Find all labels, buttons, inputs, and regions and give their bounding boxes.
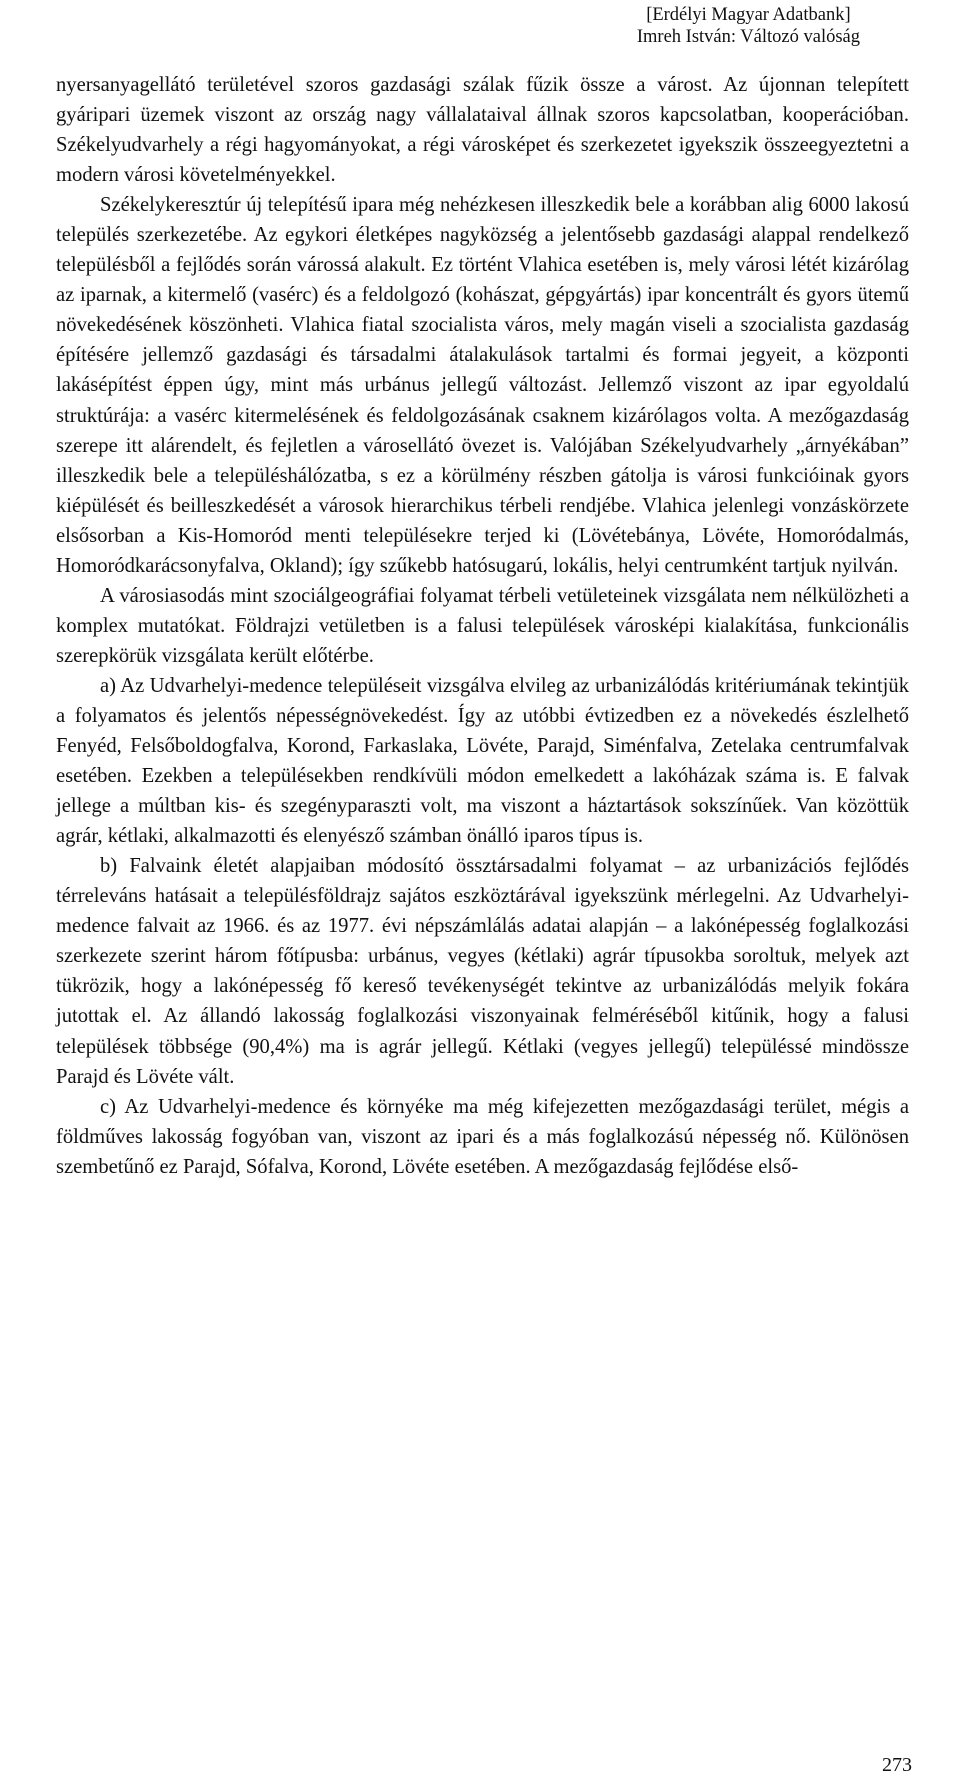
paragraph: nyersanyagellátó területével szoros gazdasági szálak fűzik össze a várost. Az újonnan telepített gyáripari üzemek viszont az ország nagy vállalataival állnak szoros kapcsolatban, kooperációban. Székelyudvarhely a régi hagyományokat, a régi városképet és szerkezetet igyekszik összeegyeztetni a modern városi követelményekkel. — [56, 74, 909, 187]
body-text — [56, 70, 909, 1182]
running-header — [637, 4, 860, 48]
paragraph: b) Falvaink életét alapjaiban módosító össztársadalmi folyamat – az urbanizációs fejlődés térreleváns hatásait a településföldrajz sajátos eszköztárával igyekszünk mérlegelni. Az Udvarhelyi-medence falvait az 1966. és az 1977. évi népszámlálás adatai alapján – a lakónépesség foglalkozási szerkezete szerint három főtípusba: urbánus, vegyes (kétlaki) agrár típusokba soroltuk, melyek azt tükrözik, hogy a lakónépesség fő kereső tevékenységét tekintve az urbanizálódás melyik fokára jutottak el. Az állandó lakosság foglalkozási viszonyainak felméréséből kitűnik, hogy a falusi települések többsége (90,4%) ma is agrár jellegű. Kétlaki (vegyes jellegű) településsé mindössze Parajd és Lövéte vált. — [56, 855, 909, 1088]
paragraph: a) Az Udvarhelyi-medence településeit vizsgálva elvileg az urbanizálódás kritériumának tekintjük a folyamatos és jelentős népességnövekedést. Így az utóbbi évtizedben ez a növekedés észlelhető Fenyéd, Felsőboldogfalva, Korond, Farkaslaka, Lövéte, Parajd, Siménfalva, Zetelaka centrumfalvak esetében. Ezekben a településekben rendkívüli módon emelkedett a lakóházak száma is. E falvak jellege a múltban kis- és szegényparaszti volt, ma viszont a háztartások sokszínűek. Van közöttük agrár, kétlaki, alkalmazotti és elenyésző számban önálló iparos típus is. — [56, 674, 909, 848]
paragraph: A városiasodás mint szociálgeográfiai folyamat térbeli vetületeinek vizsgálata nem nélkülözheti a komplex mutatókat. Földrajzi vetületben is a falusi települések városképi kialakítása, funkcionális szerepkörük vizsgálata került előtérbe. — [56, 584, 909, 667]
header-title: Imreh István: Változó valóság — [636, 27, 860, 47]
paragraph: c) Az Udvarhelyi-medence és környéke ma még kifejezetten mezőgazdasági terület, mégis a földműves lakosság fogyóban van, viszont az ipari és a más foglalkozású népesség nő. Különösen szembetűnő ez Parajd, Sófalva, Korond, Lövéte esetében. A mezőgazdaság fejlődése első- — [56, 1095, 909, 1178]
paragraph: Székelykeresztúr új telepítésű ipara még nehézkesen illeszkedik bele a korábban alig 6000 lakosú település szerkezetébe. Az egykori életképes nagyközség a jelentősebb gazdasági alappal rendelkező településből a fejlődés során várossá alakult. Ez történt Vlahica esetében is, mely városi létét kizárólag az iparnak, a kitermelő (vasérc) és a feldolgozó (kohászat, gépgyártás) ipar koncentrált és gyors ütemű növekedésének köszönheti. Vlahica fiatal szocialista város, mely magán viseli a szocialista gazdaság építésére jellemző gazdasági és társadalmi átalakulások tartalmi és formai jegyeit, a központi lakásépítést éppen úgy, mint más urbánus jellegű változást. Jellemző viszont az ipar egyoldalú struktúrája: a vasérc kitermelésének és feldolgozásának csaknem kizárólagos volta. A mezőgazdaság szerepe itt alárendelt, és fejletlen a városellátó övezet is. Valójában Székelyudvarhely „árnyékában” illeszkedik bele a településhálózatba, s ez a körülmény részben gátolja is városi funkcióinak gyors kiépülését és beilleszkedését a városok hierarchikus térbeli rendjébe. Vlahica jelenlegi vonzáskörzete elsősorban a Kis-Homoród menti településekre terjed ki (Lövétebánya, Lövéte, Homoródalmás, Homoródkarácsonyfalva, Okland); így szűkebb hatósugarú, lokális, helyi centrumként tartjuk nyilván. — [56, 194, 909, 577]
page-number: 273 — [882, 1754, 912, 1776]
header-source: [Erdélyi Magyar Adatbank] — [646, 5, 851, 25]
